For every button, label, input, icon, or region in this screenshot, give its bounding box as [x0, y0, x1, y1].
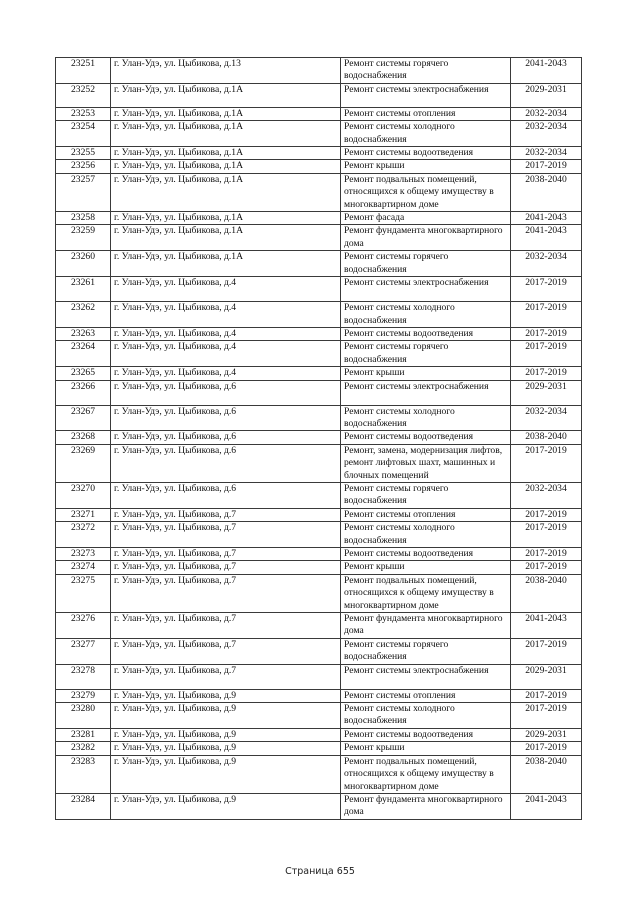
- row-period: 2041-2043: [511, 58, 582, 84]
- row-number: 23274: [56, 561, 111, 574]
- row-number: 23269: [56, 444, 111, 482]
- row-period: 2017-2019: [511, 638, 582, 664]
- row-work-type: Ремонт системы электроснабжения: [341, 277, 511, 302]
- page-number: Страница 655: [285, 866, 355, 877]
- row-address: г. Улан-Удэ, ул. Цыбикова, д.1А: [111, 173, 341, 211]
- row-period: 2038-2040: [511, 755, 582, 793]
- row-address: г. Улан-Удэ, ул. Цыбикова, д.7: [111, 613, 341, 639]
- row-number: 23278: [56, 664, 111, 689]
- row-period: 2032-2034: [511, 147, 582, 160]
- row-address: г. Улан-Удэ, ул. Цыбикова, д.4: [111, 367, 341, 380]
- row-address: г. Улан-Удэ, ул. Цыбикова, д.9: [111, 755, 341, 793]
- table-row: [56, 302, 582, 328]
- row-address: г. Улан-Удэ, ул. Цыбикова, д.4: [111, 302, 341, 328]
- row-address: г. Улан-Удэ, ул. Цыбикова, д.7: [111, 522, 341, 548]
- row-number: 23284: [56, 793, 111, 819]
- row-address: г. Улан-Удэ, ул. Цыбикова, д.7: [111, 574, 341, 612]
- table-row: [56, 341, 582, 367]
- row-address: г. Улан-Удэ, ул. Цыбикова, д.1А: [111, 225, 341, 251]
- row-address: г. Улан-Удэ, ул. Цыбикова, д.9: [111, 793, 341, 819]
- table-row: [56, 793, 582, 819]
- table-row: [56, 755, 582, 793]
- row-work-type: Ремонт системы электроснабжения: [341, 380, 511, 405]
- row-number: 23257: [56, 173, 111, 211]
- row-address: г. Улан-Удэ, ул. Цыбикова, д.4: [111, 341, 341, 367]
- table-row: [56, 83, 582, 107]
- table-row: [56, 160, 582, 173]
- row-address: г. Улан-Удэ, ул. Цыбикова, д.7: [111, 664, 341, 689]
- table-row: [56, 728, 582, 741]
- row-period: 2032-2034: [511, 482, 582, 508]
- row-period: 2017-2019: [511, 689, 582, 702]
- row-number: 23270: [56, 482, 111, 508]
- row-work-type: Ремонт фасада: [341, 212, 511, 225]
- row-number: 23259: [56, 225, 111, 251]
- row-number: 23268: [56, 431, 111, 444]
- row-work-type: Ремонт системы водоотведения: [341, 327, 511, 340]
- table-row: [56, 431, 582, 444]
- table-row: [56, 689, 582, 702]
- row-work-type: Ремонт крыши: [341, 367, 511, 380]
- row-work-type: Ремонт подвальных помещений, относящихся к общему имуществу в многоквартирном доме: [341, 755, 511, 793]
- row-address: г. Улан-Удэ, ул. Цыбикова, д.9: [111, 742, 341, 755]
- row-period: 2017-2019: [511, 327, 582, 340]
- row-address: г. Улан-Удэ, ул. Цыбикова, д.7: [111, 508, 341, 521]
- row-number: 23281: [56, 728, 111, 741]
- row-number: 23282: [56, 742, 111, 755]
- row-period: 2041-2043: [511, 225, 582, 251]
- row-period: 2017-2019: [511, 548, 582, 561]
- row-work-type: Ремонт фундамента многоквартирного дома: [341, 793, 511, 819]
- row-work-type: Ремонт системы холодного водоснабжения: [341, 405, 511, 431]
- table-body: [56, 58, 582, 820]
- row-address: г. Улан-Удэ, ул. Цыбикова, д.7: [111, 548, 341, 561]
- row-work-type: Ремонт системы холодного водоснабжения: [341, 302, 511, 328]
- row-number: 23265: [56, 367, 111, 380]
- row-work-type: Ремонт системы горячего водоснабжения: [341, 482, 511, 508]
- row-address: г. Улан-Удэ, ул. Цыбикова, д.9: [111, 689, 341, 702]
- table-row: [56, 173, 582, 211]
- row-number: 23260: [56, 251, 111, 277]
- table-row: [56, 742, 582, 755]
- row-number: 23273: [56, 548, 111, 561]
- row-work-type: Ремонт системы водоотведения: [341, 728, 511, 741]
- row-work-type: Ремонт системы электроснабжения: [341, 83, 511, 107]
- row-work-type: Ремонт системы холодного водоснабжения: [341, 121, 511, 147]
- row-address: г. Улан-Удэ, ул. Цыбикова, д.1А: [111, 83, 341, 107]
- table-row: [56, 561, 582, 574]
- row-address: г. Улан-Удэ, ул. Цыбикова, д.1А: [111, 147, 341, 160]
- table-row: [56, 638, 582, 664]
- row-address: г. Улан-Удэ, ул. Цыбикова, д.7: [111, 638, 341, 664]
- table-row: [56, 444, 582, 482]
- row-address: г. Улан-Удэ, ул. Цыбикова, д.1А: [111, 212, 341, 225]
- row-address: г. Улан-Удэ, ул. Цыбикова, д.6: [111, 405, 341, 431]
- row-period: 2017-2019: [511, 444, 582, 482]
- table-row: [56, 664, 582, 689]
- row-work-type: Ремонт системы отопления: [341, 689, 511, 702]
- table-row: [56, 522, 582, 548]
- table-row: [56, 367, 582, 380]
- table-row: [56, 508, 582, 521]
- row-work-type: Ремонт системы водоотведения: [341, 548, 511, 561]
- row-number: 23261: [56, 277, 111, 302]
- row-address: г. Улан-Удэ, ул. Цыбикова, д.1А: [111, 251, 341, 277]
- row-address: г. Улан-Удэ, ул. Цыбикова, д.1А: [111, 160, 341, 173]
- row-work-type: Ремонт системы горячего водоснабжения: [341, 58, 511, 84]
- row-period: 2038-2040: [511, 431, 582, 444]
- table-row: [56, 548, 582, 561]
- row-period: 2017-2019: [511, 742, 582, 755]
- table-row: [56, 107, 582, 120]
- row-work-type: Ремонт системы электроснабжения: [341, 664, 511, 689]
- row-period: 2041-2043: [511, 212, 582, 225]
- row-number: 23276: [56, 613, 111, 639]
- row-address: г. Улан-Удэ, ул. Цыбикова, д.7: [111, 561, 341, 574]
- table-row: [56, 212, 582, 225]
- row-address: г. Улан-Удэ, ул. Цыбикова, д.6: [111, 380, 341, 405]
- row-number: 23252: [56, 83, 111, 107]
- row-work-type: Ремонт системы горячего водоснабжения: [341, 638, 511, 664]
- table-row: [56, 405, 582, 431]
- row-period: 2017-2019: [511, 367, 582, 380]
- row-address: г. Улан-Удэ, ул. Цыбикова, д.4: [111, 277, 341, 302]
- table-row: [56, 277, 582, 302]
- row-work-type: Ремонт системы горячего водоснабжения: [341, 251, 511, 277]
- row-number: 23272: [56, 522, 111, 548]
- row-number: 23279: [56, 689, 111, 702]
- row-period: 2032-2034: [511, 251, 582, 277]
- row-period: 2017-2019: [511, 508, 582, 521]
- table-row: [56, 147, 582, 160]
- row-work-type: Ремонт системы отопления: [341, 107, 511, 120]
- row-number: 23275: [56, 574, 111, 612]
- row-number: 23256: [56, 160, 111, 173]
- row-work-type: Ремонт системы холодного водоснабжения: [341, 522, 511, 548]
- row-period: 2017-2019: [511, 522, 582, 548]
- row-period: 2029-2031: [511, 728, 582, 741]
- row-period: 2017-2019: [511, 561, 582, 574]
- row-work-type: Ремонт подвальных помещений, относящихся к общему имуществу в многоквартирном доме: [341, 173, 511, 211]
- row-work-type: Ремонт крыши: [341, 742, 511, 755]
- row-address: г. Улан-Удэ, ул. Цыбикова, д.6: [111, 431, 341, 444]
- row-work-type: Ремонт системы водоотведения: [341, 431, 511, 444]
- row-work-type: Ремонт системы горячего водоснабжения: [341, 341, 511, 367]
- row-period: 2017-2019: [511, 160, 582, 173]
- row-address: г. Улан-Удэ, ул. Цыбикова, д.4: [111, 327, 341, 340]
- table-row: [56, 251, 582, 277]
- row-number: 23280: [56, 703, 111, 729]
- row-address: г. Улан-Удэ, ул. Цыбикова, д.1А: [111, 121, 341, 147]
- table-row: [56, 482, 582, 508]
- table-row: [56, 58, 582, 84]
- row-work-type: Ремонт фундамента многоквартирного дома: [341, 225, 511, 251]
- row-period: 2038-2040: [511, 173, 582, 211]
- table-row: [56, 574, 582, 612]
- row-period: 2041-2043: [511, 793, 582, 819]
- row-period: 2041-2043: [511, 613, 582, 639]
- row-number: 23254: [56, 121, 111, 147]
- row-number: 23255: [56, 147, 111, 160]
- row-work-type: Ремонт, замена, модернизация лифтов, ремонт лифтовых шахт, машинных и блочных помещений: [341, 444, 511, 482]
- row-period: 2032-2034: [511, 405, 582, 431]
- table-row: [56, 703, 582, 729]
- table-row: [56, 327, 582, 340]
- row-work-type: Ремонт системы холодного водоснабжения: [341, 703, 511, 729]
- row-number: 23264: [56, 341, 111, 367]
- table-row: [56, 613, 582, 639]
- row-period: 2017-2019: [511, 277, 582, 302]
- row-work-type: Ремонт системы водоотведения: [341, 147, 511, 160]
- row-address: г. Улан-Удэ, ул. Цыбикова, д.13: [111, 58, 341, 84]
- row-address: г. Улан-Удэ, ул. Цыбикова, д.9: [111, 703, 341, 729]
- table-row: [56, 380, 582, 405]
- row-number: 23283: [56, 755, 111, 793]
- row-period: 2029-2031: [511, 83, 582, 107]
- row-period: 2038-2040: [511, 574, 582, 612]
- row-number: 23266: [56, 380, 111, 405]
- row-period: 2017-2019: [511, 703, 582, 729]
- row-address: г. Улан-Удэ, ул. Цыбикова, д.1А: [111, 107, 341, 120]
- row-period: 2017-2019: [511, 341, 582, 367]
- row-period: 2029-2031: [511, 664, 582, 689]
- row-period: 2032-2034: [511, 107, 582, 120]
- row-number: 23267: [56, 405, 111, 431]
- row-work-type: Ремонт крыши: [341, 160, 511, 173]
- table-row: [56, 225, 582, 251]
- row-address: г. Улан-Удэ, ул. Цыбикова, д.6: [111, 444, 341, 482]
- row-number: 23258: [56, 212, 111, 225]
- row-number: 23251: [56, 58, 111, 84]
- row-number: 23271: [56, 508, 111, 521]
- row-period: 2029-2031: [511, 380, 582, 405]
- repair-schedule-table: [55, 57, 582, 820]
- row-number: 23262: [56, 302, 111, 328]
- row-work-type: Ремонт системы отопления: [341, 508, 511, 521]
- row-period: 2017-2019: [511, 302, 582, 328]
- row-number: 23277: [56, 638, 111, 664]
- row-work-type: Ремонт фундамента многоквартирного дома: [341, 613, 511, 639]
- row-address: г. Улан-Удэ, ул. Цыбикова, д.9: [111, 728, 341, 741]
- row-address: г. Улан-Удэ, ул. Цыбикова, д.6: [111, 482, 341, 508]
- table-row: [56, 121, 582, 147]
- row-work-type: Ремонт подвальных помещений, относящихся к общему имуществу в многоквартирном доме: [341, 574, 511, 612]
- row-period: 2032-2034: [511, 121, 582, 147]
- row-number: 23253: [56, 107, 111, 120]
- row-work-type: Ремонт крыши: [341, 561, 511, 574]
- row-number: 23263: [56, 327, 111, 340]
